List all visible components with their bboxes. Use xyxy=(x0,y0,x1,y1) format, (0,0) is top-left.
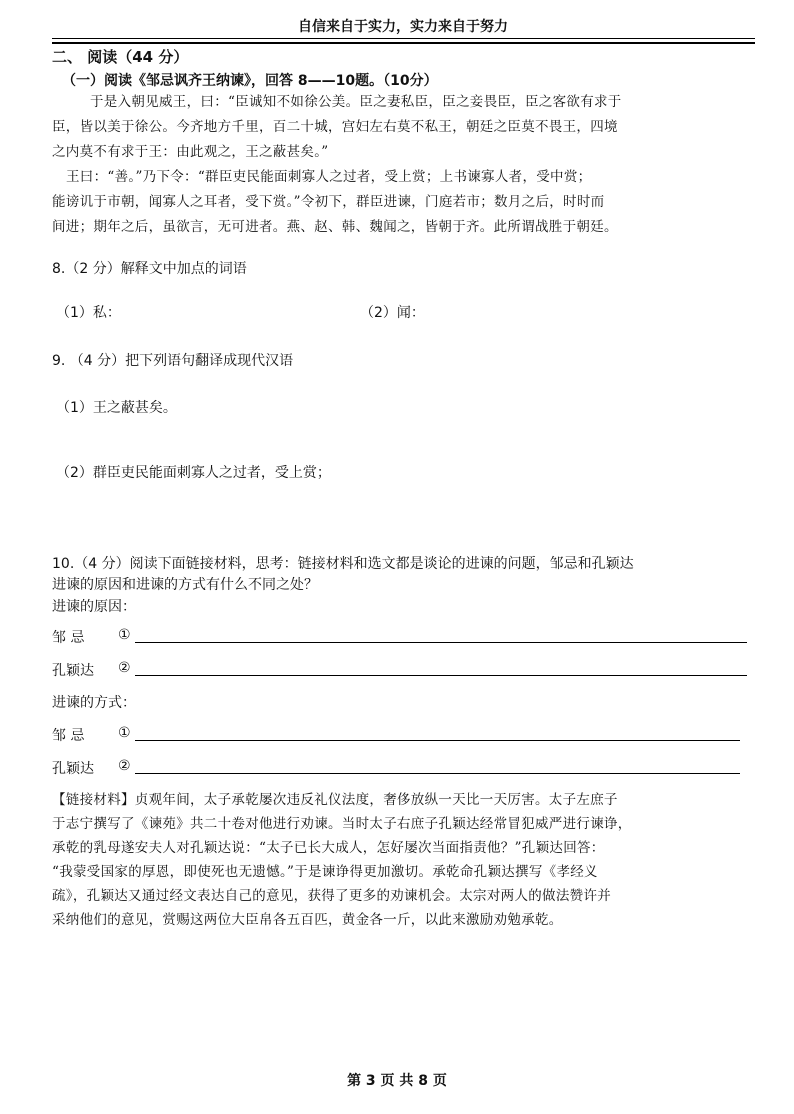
passage-line: 能谤讥于市朝，闻寡人之耳者，受下赏。”令初下，群臣进谏，门庭若市；数月之后，时时而 xyxy=(52,194,605,210)
link-material-line: “我蒙受国家的厚恩，即使死也无遗憾。”于是谏诤得更加激切。承乾命孔颖达撰写《孝经义 xyxy=(52,864,598,880)
header-rule-thin xyxy=(52,38,755,39)
answer-label-kong: 孔颖达 xyxy=(52,663,94,679)
section-subtitle: （一）阅读《邹忌讽齐王纳谏》，回答 8——10题。（10分） xyxy=(62,73,438,89)
page-number: 第 3 页 共 8 页 xyxy=(347,1073,447,1089)
passage-line: 间进；期年之后，虽欲言，无可进者。燕、赵、韩、魏闻之，皆朝于齐。此所谓战胜于朝廷。 xyxy=(52,219,618,235)
answer-label-kong: 孔颖达 xyxy=(52,761,94,777)
header-rule-thick xyxy=(52,42,755,44)
question-9-prompt: 9. （4 分）把下列语句翻译成现代汉语 xyxy=(52,353,294,369)
link-material-line: 疏》，孔颖达又通过经文表达自己的意见，获得了更多的劝谏机会。太宗对两人的做法赞许并 xyxy=(52,888,612,904)
circled-number-2: ② xyxy=(118,758,131,774)
answer-label-zouji: 邹 忌 xyxy=(52,728,85,744)
method-heading: 进谏的方式： xyxy=(52,695,136,711)
circled-number-1: ① xyxy=(118,627,131,643)
link-material-line: 承乾的乳母遂安夫人对孔颖达说：“太子已长大成人，怎好屡次当面指责他？”孔颖达回答： xyxy=(52,840,605,856)
passage-line: 王曰：“善。”乃下令：“群臣吏民能面刺寡人之过者，受上赏；上书谏寡人者，受中赏； xyxy=(66,169,592,185)
question-9-item-1: （1）王之蔽甚矣。 xyxy=(56,400,177,416)
question-8-item-2: （2）闻： xyxy=(360,305,425,321)
question-10-prompt-line-1: 10.（4 分）阅读下面链接材料，思考：链接材料和选文都是谈论的进谏的问题，邹忌和孔颖达 xyxy=(52,556,634,572)
question-8-item-1: （1）私： xyxy=(56,305,121,321)
question-8-prompt: 8.（2 分）解释文中加点的词语 xyxy=(52,261,247,277)
answer-line-reason-kong[interactable] xyxy=(135,675,747,676)
link-material-line: 【链接材料】贞观年间，太子承乾屡次违反礼仪法度，奢侈放纵一天比一天厉害。太子左庶子 xyxy=(52,792,618,808)
reason-heading: 进谏的原因： xyxy=(52,599,136,615)
question-9-item-2: （2）群臣吏民能面刺寡人之过者，受上赏； xyxy=(56,465,331,481)
answer-line-reason-zouji[interactable] xyxy=(135,642,747,643)
link-material-line: 于志宁撰写了《谏苑》共二十卷对他进行劝谏。当时太子右庶子孔颖达经常冒犯威严进行谏诤， xyxy=(52,816,632,832)
passage-line: 臣，皆以美于徐公。今齐地方千里，百二十城，宫妇左右莫不私王，朝廷之臣莫不畏王，四境 xyxy=(52,119,618,135)
answer-line-method-zouji[interactable] xyxy=(135,740,740,741)
answer-line-method-kong[interactable] xyxy=(135,773,740,774)
passage-line: 于是入朝见威王，曰：“臣诚知不如徐公美。臣之妻私臣，臣之妾畏臣，臣之客欲有求于 xyxy=(90,94,622,110)
link-material-line: 采纳他们的意见，赏赐这两位大臣帛各五百匹，黄金各一斤，以此来激励劝勉承乾。 xyxy=(52,912,563,928)
circled-number-1: ① xyxy=(118,725,131,741)
passage-line: 之内莫不有求于王：由此观之，王之蔽甚矣。” xyxy=(52,144,329,160)
section-title: 二、 阅读（44 分） xyxy=(52,48,189,66)
question-10-prompt-line-2: 进谏的原因和进谏的方式有什么不同之处？ xyxy=(52,577,318,593)
page-header-motto: 自信来自于实力，实力来自于努力 xyxy=(298,19,508,35)
answer-label-zouji: 邹 忌 xyxy=(52,630,85,646)
circled-number-2: ② xyxy=(118,660,131,676)
